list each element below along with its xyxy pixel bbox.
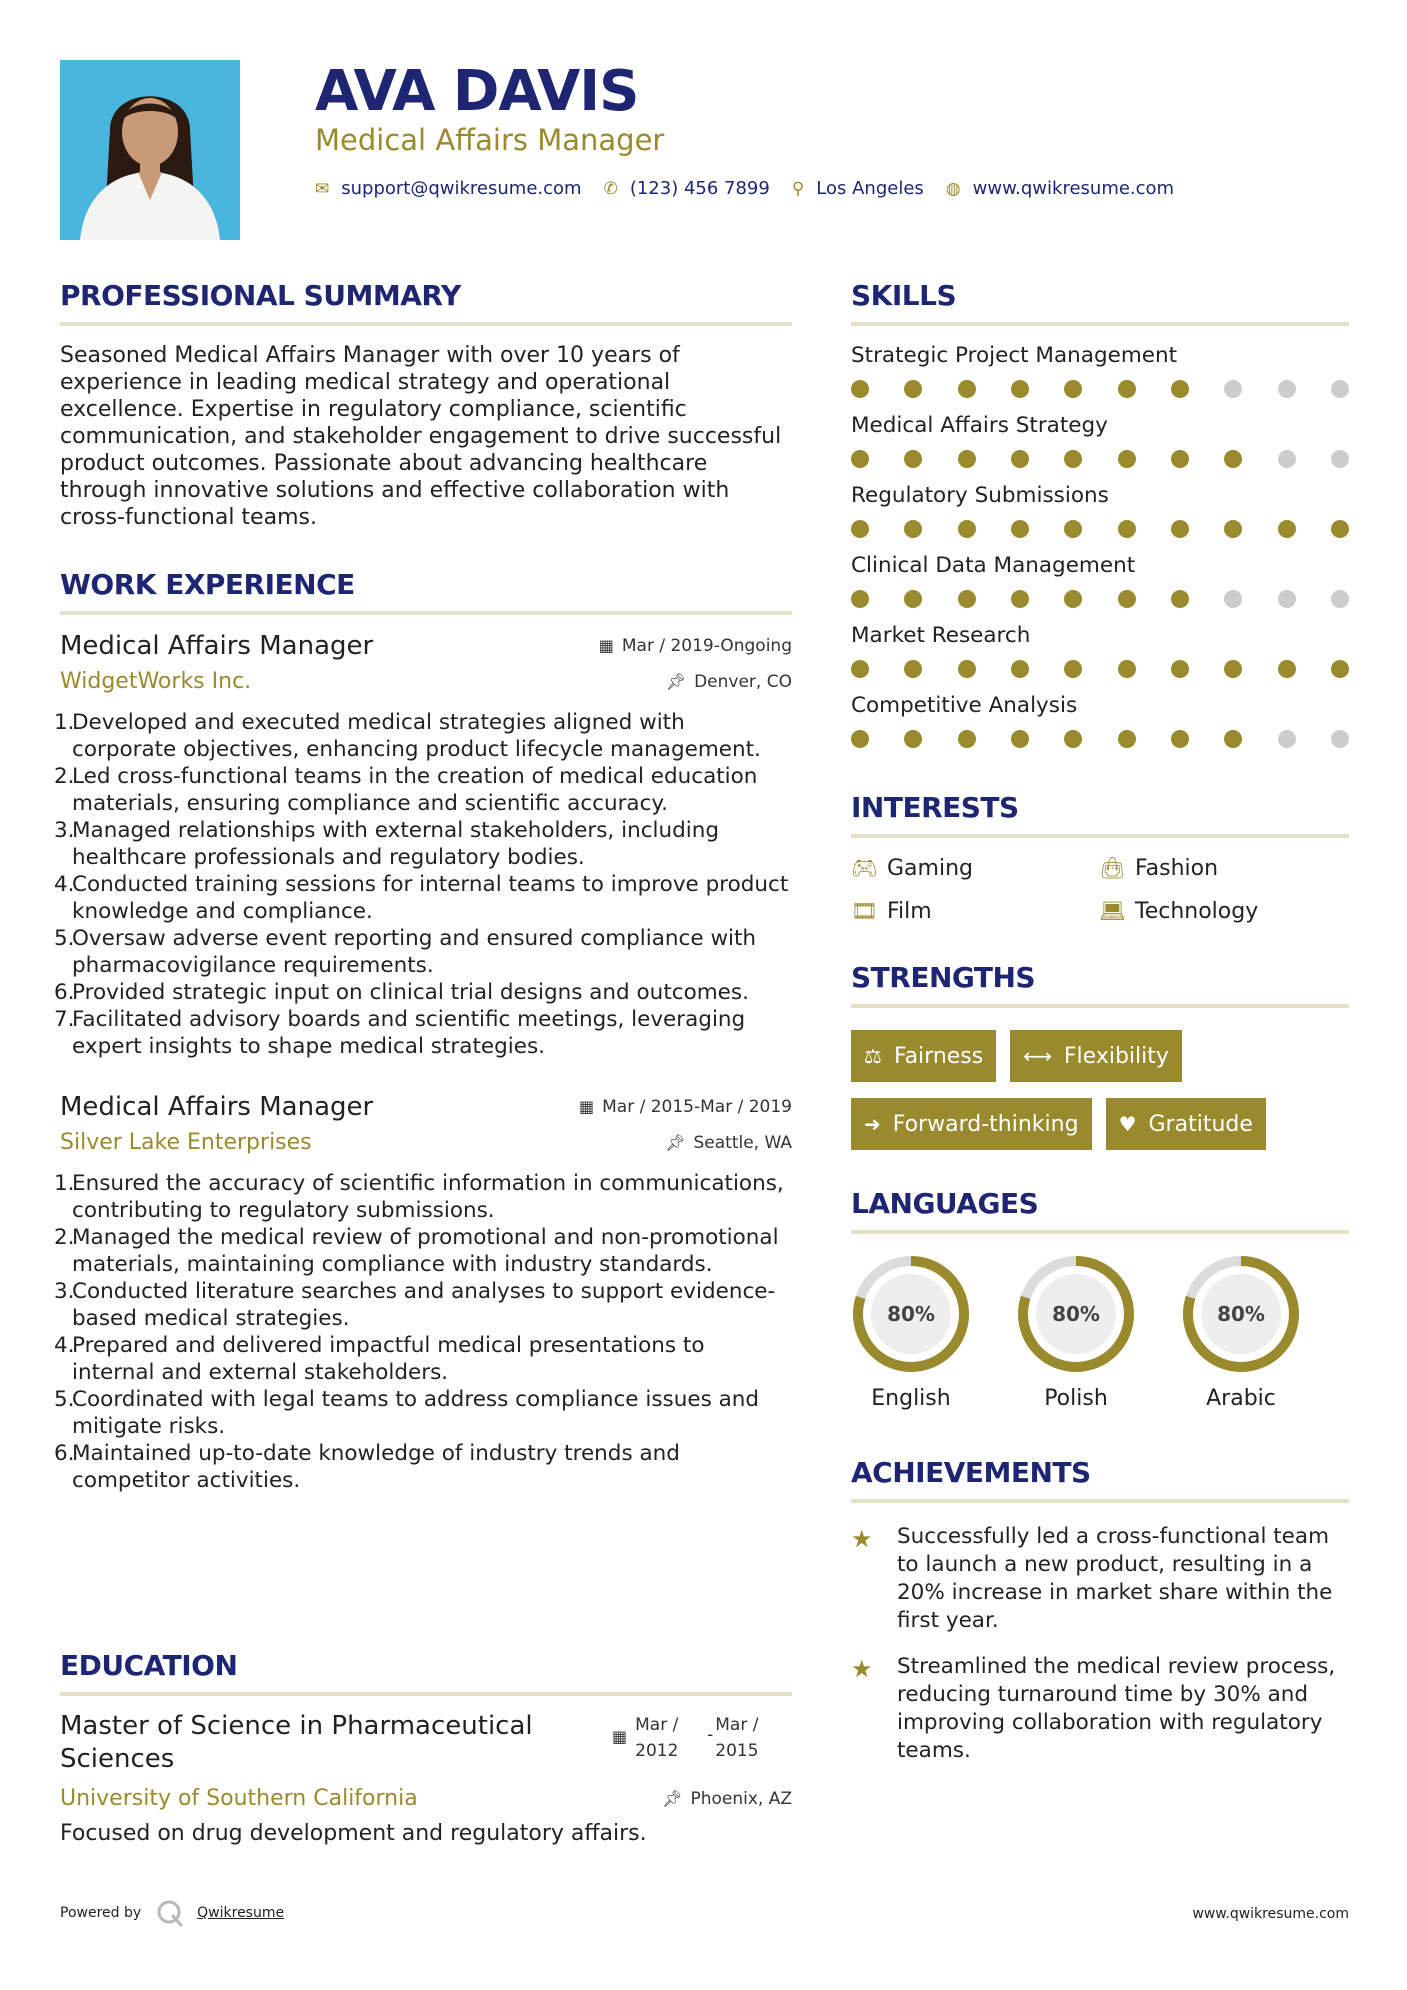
bullet-number: 5. (54, 1387, 75, 1412)
job-title: Medical Affairs Manager (60, 631, 374, 661)
language-ring (1181, 1254, 1301, 1374)
language-percent: 80% (1217, 1302, 1265, 1326)
bullet-text: Conducted literature searches and analyses to support evidence-based medical strategies. (72, 1279, 776, 1331)
job-dates (599, 635, 792, 657)
job-dates-text: Mar / 2019-Ongoing (621, 636, 792, 656)
bullet-item (54, 871, 792, 925)
skill-rating (851, 380, 1349, 398)
bullet-text: Provided strategic input on clinical trial designs and outcomes. (72, 980, 749, 1005)
film-icon: 🎞︎ (851, 899, 878, 923)
pin-icon: 📌︎ (662, 1789, 683, 1808)
bullet-number: 7. (54, 1007, 75, 1032)
rating-dot-filled (1171, 590, 1189, 608)
section-divider (851, 834, 1349, 838)
rating-dot-filled (1224, 660, 1242, 678)
skill-item (851, 412, 1349, 468)
skill-label: Regulatory Submissions (851, 483, 1109, 508)
interest-label: Fashion (1135, 856, 1219, 881)
rating-dot-filled (1118, 450, 1136, 468)
language-percent: 80% (1052, 1302, 1100, 1326)
rating-dot-filled (904, 730, 922, 748)
strengths-section (851, 960, 1349, 1150)
strength-badge (851, 1098, 1092, 1150)
qwikresume-logo-icon (155, 1898, 185, 1928)
bullet-text: Managed relationships with external stakeholders, including healthcare professionals and regulatory bodies. (72, 818, 720, 870)
education-description: Focused on drug development and regulatory affairs. (60, 1821, 647, 1846)
rating-dot-filled (904, 520, 922, 538)
language-name: Polish (1044, 1386, 1108, 1411)
achievement-item (851, 1523, 1349, 1635)
achievement-text: Streamlined the medical review process, reducing turnaround time by 30% and improving collaboration with regulatory teams. (897, 1654, 1336, 1763)
language-name: Arabic (1206, 1386, 1276, 1411)
profile-photo-image (60, 60, 240, 240)
bullet-text: Conducted training sessions for internal teams to improve product knowledge and compliance. (72, 872, 789, 924)
bullet-item (54, 709, 792, 763)
rating-dot-filled (1224, 450, 1242, 468)
rating-dot-empty (1331, 380, 1349, 398)
language-percent: 80% (887, 1302, 935, 1326)
skill-item (851, 482, 1349, 538)
rating-dot-filled (1171, 450, 1189, 468)
rating-dot-filled (851, 730, 869, 748)
skill-label: Strategic Project Management (851, 343, 1178, 368)
rating-dot-filled (904, 660, 922, 678)
contact-bar (315, 178, 1196, 199)
footer-website[interactable]: www.qwikresume.com (1192, 1906, 1349, 1922)
rating-dot-filled (958, 520, 976, 538)
start-month: Mar / (635, 1715, 679, 1735)
skill-rating (851, 520, 1349, 538)
rating-dot-filled (904, 590, 922, 608)
achievement-item (851, 1653, 1349, 1765)
job-subheader (60, 667, 792, 697)
achievement-text: Successfully led a cross-functional team to launch a new product, resulting in a 20% increase in market share within the first year. (897, 1524, 1333, 1633)
shopping-bag-icon: 👜︎ (1099, 856, 1126, 880)
rating-dot-empty (1278, 450, 1296, 468)
arrow-right-icon: ➜ (864, 1112, 881, 1136)
skill-item (851, 622, 1349, 678)
job-bullets (54, 1170, 792, 1494)
interest-item (1099, 899, 1349, 924)
pin-icon: 📌︎ (665, 1133, 686, 1152)
section-heading: WORK EXPERIENCE (60, 568, 355, 601)
section-divider (60, 322, 792, 326)
bullet-text: Coordinated with legal teams to address compliance issues and mitigate risks. (72, 1387, 760, 1439)
rating-dot-empty (1224, 590, 1242, 608)
education-head (60, 1710, 792, 1776)
section-heading: PROFESSIONAL SUMMARY (60, 279, 461, 312)
company-name: Silver Lake Enterprises (60, 1130, 312, 1155)
bullet-text: Oversaw adverse event reporting and ensured compliance with pharmacovigilance requirements. (72, 926, 757, 978)
bullet-number: 1. (54, 710, 75, 735)
job-title: Medical Affairs Manager (60, 1092, 374, 1122)
rating-dot-filled (1331, 660, 1349, 678)
candidate-title: Medical Affairs Manager (315, 123, 665, 157)
section-divider (60, 1692, 792, 1696)
skill-label: Medical Affairs Strategy (851, 413, 1108, 438)
contact-text[interactable]: (123) 456 7899 (629, 178, 770, 199)
job-location-text: Denver, CO (694, 672, 792, 692)
phone-icon: ✆ (603, 178, 618, 199)
rating-dot-filled (1171, 520, 1189, 538)
pin-icon: 📌︎ (665, 672, 687, 691)
job-header (60, 1090, 792, 1124)
bullet-item (54, 925, 792, 979)
section-divider (851, 1004, 1349, 1008)
skill-list (851, 342, 1349, 748)
interest-label: Gaming (887, 856, 973, 881)
section-divider (851, 1499, 1349, 1503)
left-column (54, 278, 792, 1846)
section-divider (60, 611, 792, 615)
bullet-number: 6. (54, 980, 75, 1005)
candidate-name: AVA DAVIS (315, 59, 639, 124)
professional-summary-section (60, 278, 792, 531)
strength-badges (851, 1030, 1349, 1150)
rating-dot-filled (1171, 730, 1189, 748)
date-separator: - (707, 1725, 714, 1745)
skill-rating (851, 660, 1349, 678)
bullet-number: 4. (54, 1333, 75, 1358)
rating-dot-filled (1064, 590, 1082, 608)
calendar-icon: ▦ (612, 1727, 628, 1746)
rating-dot-filled (851, 660, 869, 678)
skill-label: Market Research (851, 623, 1031, 648)
arrows-horizontal-icon: ⟷ (1023, 1044, 1052, 1068)
laptop-icon: 💻︎ (1099, 899, 1126, 923)
rating-dot-filled (958, 450, 976, 468)
skill-item (851, 692, 1349, 748)
education-start (635, 1712, 707, 1764)
bullet-number: 6. (54, 1441, 75, 1466)
rating-dot-filled (1171, 660, 1189, 678)
profile-photo (60, 60, 240, 240)
rating-dot-empty (1331, 730, 1349, 748)
bullet-number: 2. (54, 1225, 75, 1250)
qwikresume-link[interactable]: Qwikresume (197, 1905, 285, 1921)
education-location-text: Phoenix, AZ (690, 1789, 792, 1809)
bullet-text: Developed and executed medical strategies aligned with corporate objectives, enhancing product lifecycle management. (72, 710, 761, 762)
school-name: University of Southern California (60, 1786, 418, 1811)
skill-item (851, 342, 1349, 398)
bullet-item (54, 1440, 792, 1494)
job-dates (579, 1096, 792, 1118)
interest-label: Film (887, 899, 932, 924)
section-heading: EDUCATION (60, 1649, 238, 1682)
job-subheader (60, 1128, 792, 1158)
job-list (54, 629, 792, 1494)
rating-dot-empty (1331, 450, 1349, 468)
rating-dot-filled (1011, 520, 1029, 538)
section-divider (851, 322, 1349, 326)
start-year: 2012 (635, 1741, 679, 1761)
skill-rating (851, 590, 1349, 608)
language-ring (851, 1254, 971, 1374)
interest-grid (851, 856, 1349, 924)
bullet-number: 1. (54, 1171, 75, 1196)
rating-dot-filled (1278, 660, 1296, 678)
strength-label: Fairness (893, 1043, 984, 1069)
rating-dot-filled (1118, 520, 1136, 538)
languages-section (851, 1186, 1349, 1411)
envelope-icon: ✉ (315, 178, 330, 199)
gamepad-icon: 🎮︎ (851, 856, 878, 880)
contact-text[interactable]: www.qwikresume.com (972, 178, 1175, 199)
language-item (1016, 1254, 1136, 1411)
calendar-icon: ▦ (578, 1097, 595, 1116)
job-dates-text: Mar / 2015-Mar / 2019 (602, 1097, 792, 1117)
bullet-number: 4. (54, 872, 75, 897)
rating-dot-empty (1278, 590, 1296, 608)
job-entry (54, 629, 792, 1060)
rating-dot-filled (1064, 660, 1082, 678)
strength-label: Gratitude (1148, 1111, 1253, 1137)
rating-dot-filled (1224, 520, 1242, 538)
rating-dot-filled (1171, 380, 1189, 398)
section-divider (851, 1230, 1349, 1234)
education-end (715, 1712, 758, 1764)
strength-badge (1010, 1030, 1182, 1082)
rating-dot-filled (958, 660, 976, 678)
rating-dot-filled (1118, 730, 1136, 748)
skill-label: Competitive Analysis (851, 693, 1078, 718)
rating-dot-filled (958, 730, 976, 748)
rating-dot-filled (851, 520, 869, 538)
rating-dot-filled (958, 380, 976, 398)
rating-dot-filled (1064, 380, 1082, 398)
bullet-item (54, 1170, 792, 1224)
achievements-section (851, 1455, 1349, 1765)
rating-dot-filled (1278, 520, 1296, 538)
bullet-item (54, 1332, 792, 1386)
language-ring (1016, 1254, 1136, 1374)
rating-dot-filled (1011, 590, 1029, 608)
section-heading: LANGUAGES (851, 1187, 1039, 1220)
job-location (665, 1132, 792, 1154)
strength-badge (851, 1030, 996, 1082)
rating-dot-filled (1064, 730, 1082, 748)
rating-dot-empty (1224, 380, 1242, 398)
contact-text[interactable]: support@qwikresume.com (341, 178, 582, 199)
bullet-number: 3. (54, 818, 75, 843)
star-icon: ★ (851, 1655, 873, 1683)
bullet-item (54, 1278, 792, 1332)
bullet-item (54, 979, 792, 1006)
bullet-number: 2. (54, 764, 75, 789)
bullet-text: Facilitated advisory boards and scientific meetings, leveraging expert insights to shape medical strategies. (72, 1007, 746, 1059)
right-column (851, 278, 1349, 1765)
job-location-text: Seattle, WA (693, 1133, 792, 1153)
job-location (666, 671, 792, 693)
rating-dot-filled (1011, 450, 1029, 468)
bullet-number: 5. (54, 926, 75, 951)
bullet-text: Managed the medical review of promotional and non-promotional materials, maintaining compliance with industry standards. (72, 1225, 779, 1277)
rating-dot-filled (958, 590, 976, 608)
rating-dot-filled (1118, 660, 1136, 678)
company-name: WidgetWorks Inc. (60, 669, 252, 694)
rating-dot-empty (1278, 380, 1296, 398)
strength-label: Flexibility (1063, 1043, 1169, 1069)
section-heading: STRENGTHS (851, 961, 1036, 994)
strength-label: Forward-thinking (892, 1111, 1079, 1137)
education-dates (612, 1712, 792, 1776)
rating-dot-filled (904, 450, 922, 468)
work-experience-section (54, 567, 792, 1494)
calendar-icon: ▦ (598, 636, 614, 655)
location-pin-icon: ⚲ (791, 178, 805, 199)
bullet-text: Led cross-functional teams in the creation of medical education materials, ensuring compliance and scientific accuracy. (72, 764, 758, 816)
bullet-item (54, 1224, 792, 1278)
interest-label: Technology (1135, 899, 1259, 924)
language-name: English (871, 1386, 951, 1411)
rating-dot-filled (1224, 730, 1242, 748)
skill-rating (851, 730, 1349, 748)
rating-dot-filled (1118, 380, 1136, 398)
bullet-item (54, 817, 792, 871)
job-bullets (54, 709, 792, 1060)
powered-by-text: Powered by (60, 1905, 142, 1921)
rating-dot-filled (851, 590, 869, 608)
rating-dot-filled (904, 380, 922, 398)
rating-dot-filled (1331, 520, 1349, 538)
rating-dot-filled (1011, 660, 1029, 678)
scale-icon: ⚖ (864, 1044, 882, 1068)
rating-dot-filled (1064, 450, 1082, 468)
rating-dot-filled (1118, 590, 1136, 608)
section-heading: INTERESTS (851, 791, 1019, 824)
bullet-text: Prepared and delivered impactful medical presentations to internal and external stakeholders. (72, 1333, 705, 1385)
section-heading: ACHIEVEMENTS (851, 1456, 1091, 1489)
heart-icon: ♥ (1118, 1112, 1137, 1136)
interest-item (1099, 856, 1349, 881)
education-sub (60, 1784, 792, 1814)
rating-dot-empty (1331, 590, 1349, 608)
language-item (1181, 1254, 1301, 1411)
skill-item (851, 552, 1349, 608)
summary-text: Seasoned Medical Affairs Manager with over 10 years of experience in leading medical strategy and operational excellence. Expertise in regulatory compliance, scientific communication, and stakeholder engagement to drive successful product outcomes. Passionate about advancing healthcare through innovative solutions and effective collaboration with cross-functional teams. (60, 343, 782, 530)
rating-dot-filled (851, 380, 869, 398)
education-section (60, 1648, 792, 1848)
skills-section (851, 278, 1349, 748)
interest-item (851, 899, 1099, 924)
end-month: Mar / (715, 1715, 759, 1735)
skill-label: Clinical Data Management (851, 553, 1136, 578)
rating-dot-filled (1064, 520, 1082, 538)
skill-rating (851, 450, 1349, 468)
interests-section (851, 790, 1349, 924)
globe-icon: ◍ (945, 178, 961, 199)
bullet-number: 3. (54, 1279, 75, 1304)
star-icon: ★ (851, 1525, 873, 1553)
end-year: 2015 (715, 1741, 759, 1761)
interest-item (851, 856, 1099, 881)
bullet-text: Maintained up-to-date knowledge of industry trends and competitor activities. (72, 1441, 680, 1493)
job-header (60, 629, 792, 663)
rating-dot-empty (1278, 730, 1296, 748)
language-list (851, 1254, 1349, 1411)
degree-title: Master of Science in Pharmaceutical Sciences (60, 1711, 533, 1774)
bullet-item (54, 1006, 792, 1060)
footer-powered-by (60, 1898, 284, 1928)
education-location (662, 1788, 792, 1810)
section-heading: SKILLS (851, 279, 957, 312)
language-item (851, 1254, 971, 1411)
rating-dot-filled (851, 450, 869, 468)
strength-badge (1106, 1098, 1266, 1150)
bullet-item (54, 1386, 792, 1440)
rating-dot-filled (1011, 380, 1029, 398)
achievement-list (851, 1523, 1349, 1765)
bullet-item (54, 763, 792, 817)
contact-text[interactable]: Los Angeles (816, 178, 924, 199)
bullet-text: Ensured the accuracy of scientific information in communications, contributing to regulatory submissions. (72, 1171, 784, 1223)
job-entry (54, 1090, 792, 1494)
rating-dot-filled (1011, 730, 1029, 748)
